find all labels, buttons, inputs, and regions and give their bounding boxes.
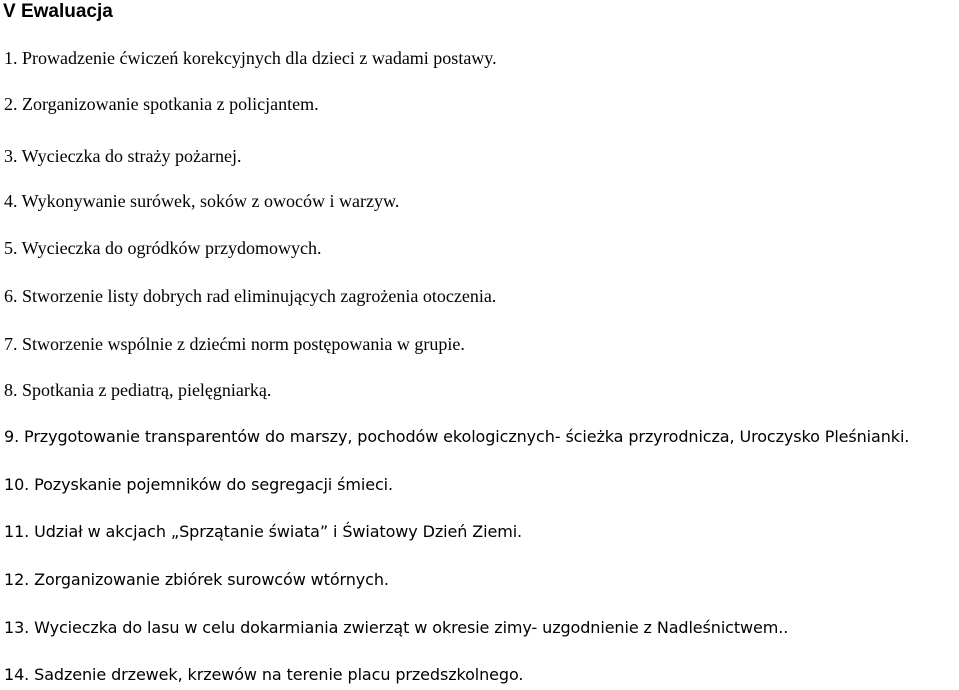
list-item-4: 4. Wykonywanie surówek, soków z owoców i warzyw. — [4, 191, 400, 211]
list-item-1: 1. Prowadzenie ćwiczeń korekcyjnych dla dzieci z wadami postawy. — [4, 48, 497, 68]
list-item-6: 6. Stworzenie listy dobrych rad eliminujących zagrożenia otoczenia. — [4, 286, 497, 306]
list-item-12: 12. Zorganizowanie zbiórek surowców wtórnych. — [4, 570, 389, 589]
list-item-14: 14. Sadzenie drzewek, krzewów na terenie placu przedszkolnego. — [4, 665, 524, 684]
list-item-8: 8. Spotkania z pediatrą, pielęgniarką. — [4, 380, 272, 400]
list-item-13: 13. Wycieczka do lasu w celu dokarmiania zwierząt w okresie zimy- uzgodnienie z Nadleśnictwem.. — [4, 618, 789, 637]
list-item-11: 11. Udział w akcjach „Sprzątanie świata” i Światowy Dzień Ziemi. — [4, 522, 523, 541]
list-item-2: 2. Zorganizowanie spotkania z policjantem. — [4, 94, 319, 114]
list-item-5: 5. Wycieczka do ogródków przydomowych. — [4, 238, 322, 258]
list-item-9: 9. Przygotowanie transparentów do marszy, pochodów ekologicznych- ścieżka przyrodnicza, Uroczysko Pleśnianki. — [4, 427, 910, 446]
list-item-7: 7. Stworzenie wspólnie z dziećmi norm postępowania w grupie. — [4, 334, 465, 354]
list-item-3: 3. Wycieczka do straży pożarnej. — [4, 146, 242, 166]
section-heading: V Ewaluacja — [3, 1, 113, 22]
list-item-10: 10. Pozyskanie pojemników do segregacji śmieci. — [4, 475, 393, 494]
